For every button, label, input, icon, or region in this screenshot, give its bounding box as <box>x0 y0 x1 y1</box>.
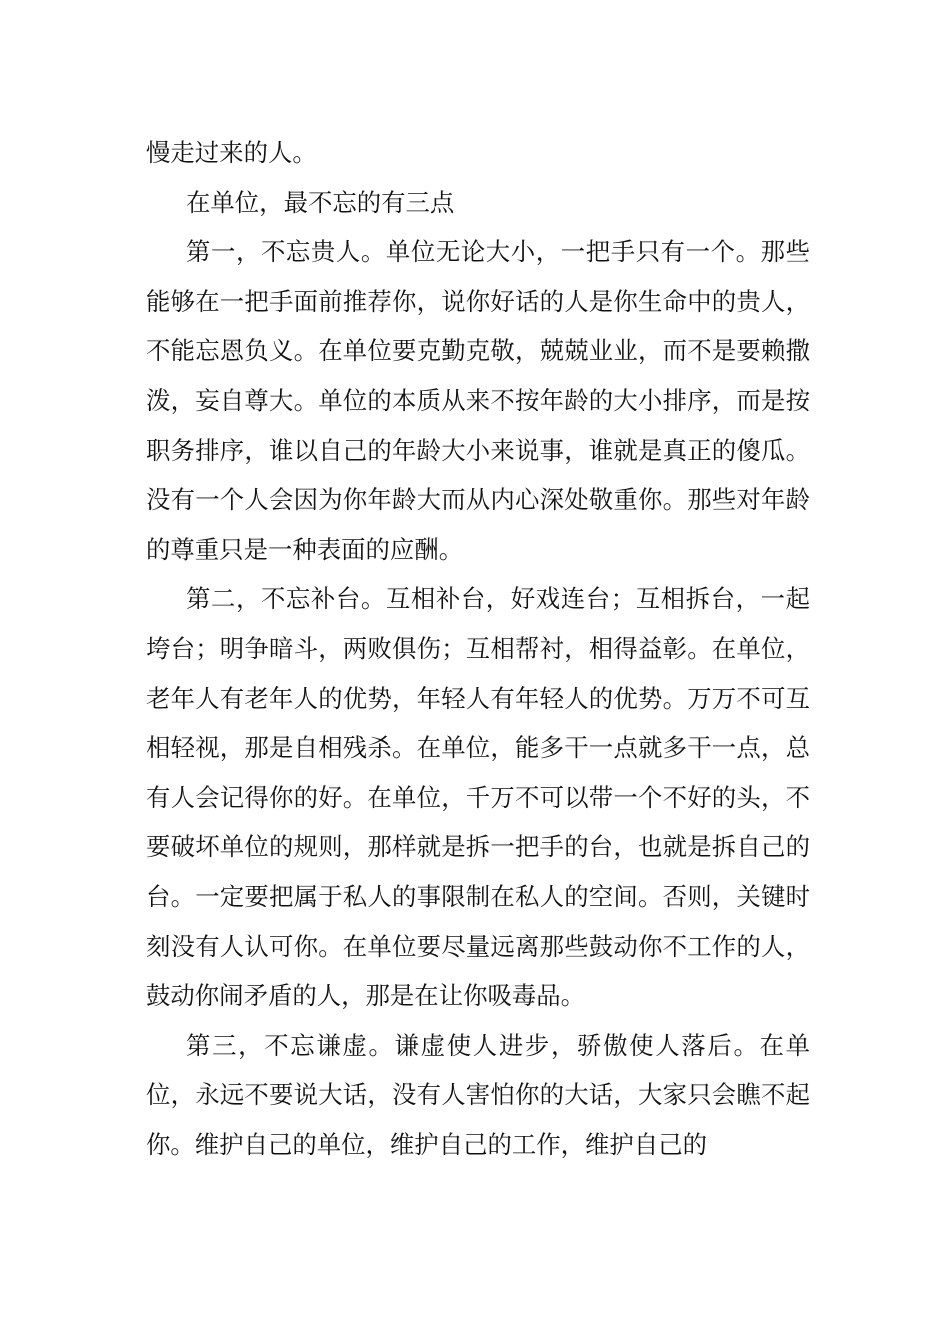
paragraph-continuation: 慢走过来的人。 <box>146 138 317 167</box>
document-body <box>146 128 810 1169</box>
paragraph-point-two: 第二，不忘补台。互相补台，好戏连台；互相拆台，一起垮台；明争暗斗，两败俱伤；互相帮衬，相得益彰。在单位，老年人有老年人的优势，年轻人有年轻人的优势。万万不可互相轻视，那是自相残杀。在单位，能多干一点就多干一点，总有人会记得你的好。在单位，千万不可以带一个不好的头，不要破坏单位的规则，那样就是拆一把手的台，也就是拆自己的台。一定要把属于私人的事限制在私人的空间。否则，关键时刻没有人认可你。在单位要尽量远离那些鼓动你不工作的人，鼓动你闹矛盾的人，那是在让你吸毒品。 <box>146 584 810 1011</box>
paragraph-point-three: 第三，不忘谦虚。谦虚使人进步，骄傲使人落后。在单位，永远不要说大话，没有人害怕你的大话，大家只会瞧不起你。维护自己的单位，维护自己的工作，维护自己的 <box>146 1030 810 1159</box>
section-heading: 在单位，最不忘的有三点 <box>186 187 455 217</box>
paragraph-point-one: 第一，不忘贵人。单位无论大小，一把手只有一个。那些能够在一把手面前推荐你，说你好话的人是你生命中的贵人，不能忘恩负义。在单位要克勤克敬，兢兢业业，而不是要赖撒泼，妄自尊大。单位的本质从来不按年龄的大小排序，而是按职务排序，谁以自己的年龄大小来说事，谁就是真正的傻瓜。没有一个人会因为你年龄大而从内心深处敬重你。那些对年龄的尊重只是一种表面的应酬。 <box>146 237 810 564</box>
